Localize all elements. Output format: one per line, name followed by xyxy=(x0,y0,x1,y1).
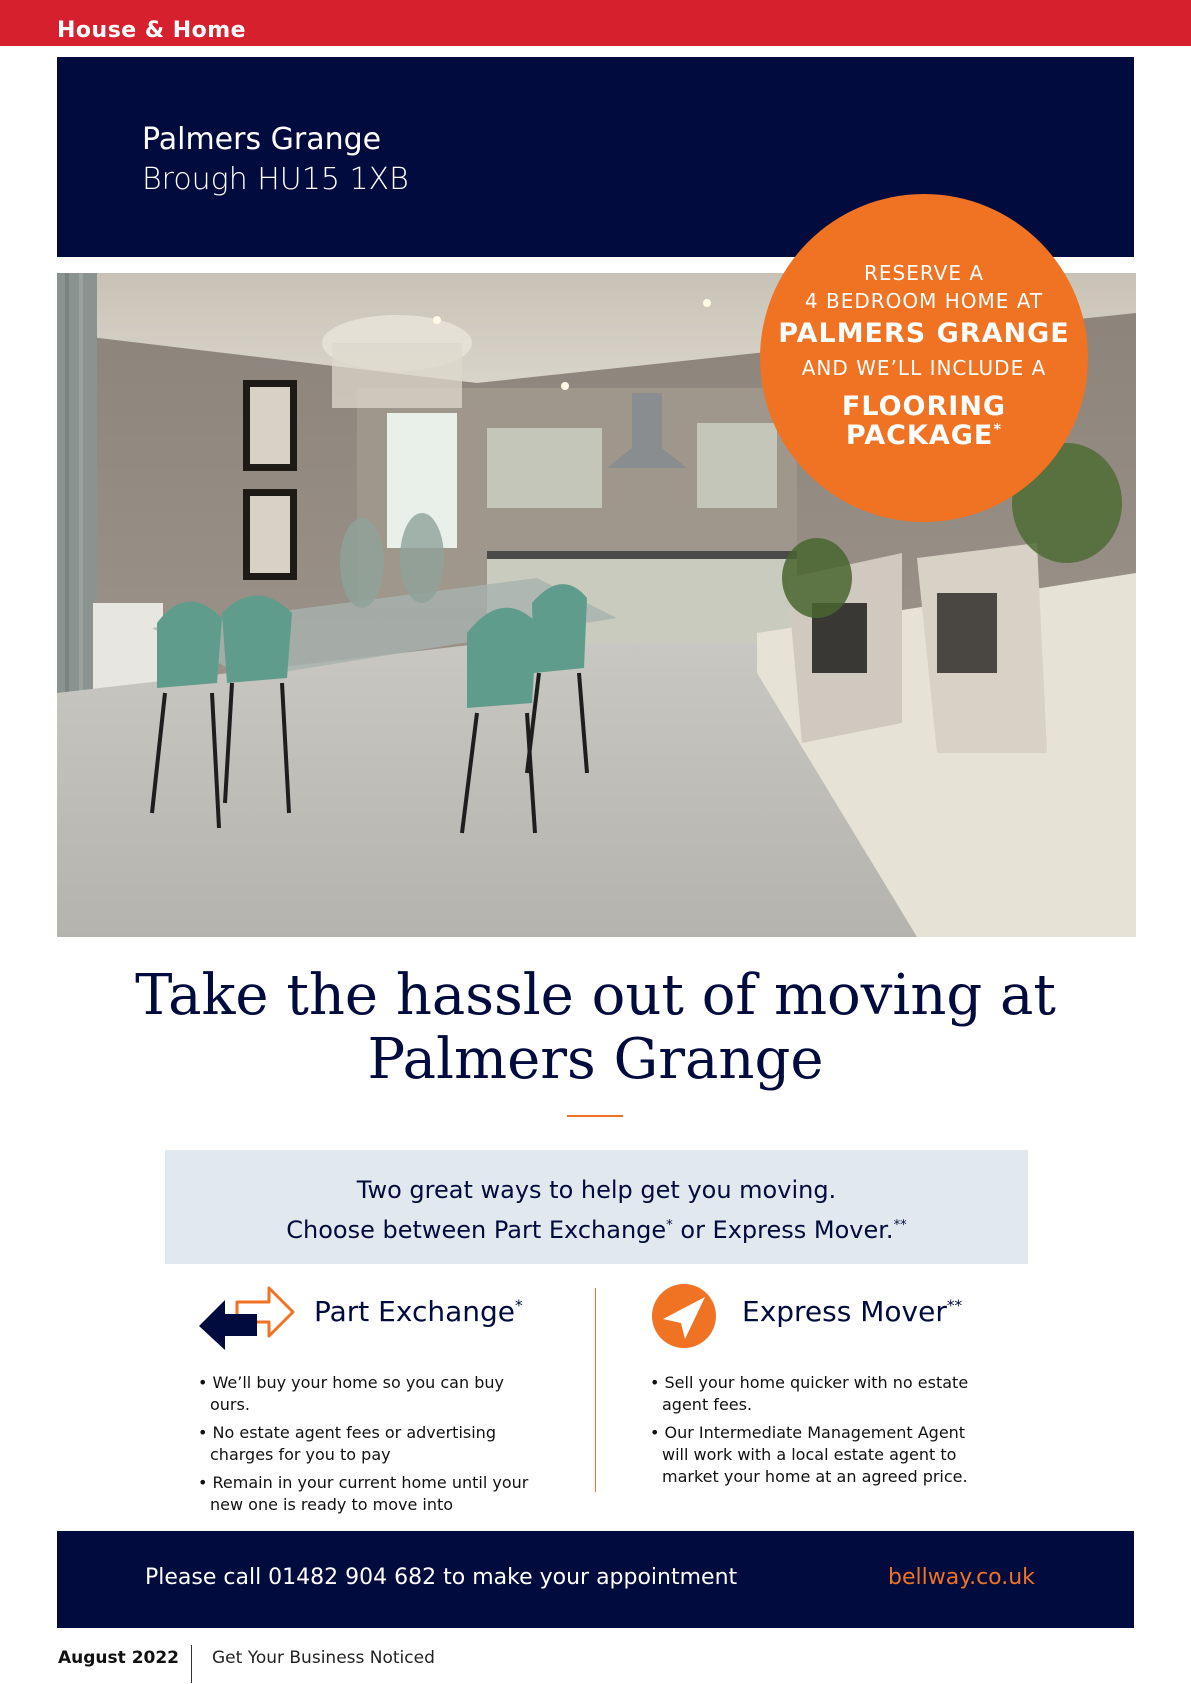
express-mover-icon xyxy=(651,1283,717,1354)
part-exchange-icon xyxy=(197,1284,297,1357)
development-address: Brough HU15 1XB xyxy=(142,162,409,197)
offer-line-6 xyxy=(760,420,1088,451)
express-mover-title-text: Express Mover xyxy=(742,1295,947,1328)
part-exchange-bullets xyxy=(198,1372,538,1522)
headline xyxy=(0,964,1191,1092)
offer-footnote-mark: * xyxy=(993,420,1003,438)
offer-line-2: 4 BEDROOM HOME AT xyxy=(804,289,1044,313)
intro-panel xyxy=(165,1150,1028,1264)
offer-line-4: AND WE’LL INCLUDE A xyxy=(801,356,1047,380)
express-mover-bullet: • Sell your home quicker with no estate agent fees. xyxy=(650,1373,969,1414)
headline-line-1: Take the hassle out of moving at xyxy=(135,963,1056,1028)
development-name: Palmers Grange xyxy=(142,122,382,157)
part-exchange-bullet: • No estate agent fees or advertising charges for you to pay xyxy=(198,1423,496,1464)
footer-separator xyxy=(191,1645,192,1683)
offer-badge xyxy=(760,194,1088,522)
express-mover-bullet: • Our Intermediate Management Agent will work with a local estate agent to market your home at an agreed price. xyxy=(650,1423,968,1486)
intro-line-2b: or Express Mover. xyxy=(672,1216,894,1244)
intro-mark-1: * xyxy=(666,1218,673,1233)
issue-date: August 2022 xyxy=(58,1648,180,1668)
express-mover-mark: ** xyxy=(946,1296,963,1315)
headline-divider xyxy=(567,1115,623,1117)
part-exchange-title xyxy=(314,1295,523,1328)
offer-line-6-text: PACKAGE xyxy=(845,420,994,451)
intro-line-2 xyxy=(165,1208,1028,1248)
part-exchange-bullet: • We’ll buy your home so you can buy ours. xyxy=(198,1373,504,1414)
website-link[interactable]: bellway.co.uk xyxy=(888,1565,1035,1590)
part-exchange-mark: * xyxy=(515,1296,523,1315)
column-divider xyxy=(595,1288,596,1492)
call-to-action: Please call 01482 904 682 to make your appointment xyxy=(145,1565,738,1590)
offer-line-1: RESERVE A xyxy=(863,261,985,285)
offer-line-5: FLOORING xyxy=(841,391,1007,422)
intro-mark-2: ** xyxy=(893,1218,907,1233)
part-exchange-bullet: • Remain in your current home until your new one is ready to move into xyxy=(198,1473,529,1514)
headline-line-2: Palmers Grange xyxy=(367,1027,824,1092)
offer-line-3: PALMERS GRANGE xyxy=(778,318,1070,349)
section-label: House & Home xyxy=(57,18,247,43)
part-exchange-title-text: Part Exchange xyxy=(314,1295,515,1328)
intro-line-1: Two great ways to help get you moving. xyxy=(356,1176,837,1204)
magazine-tagline: Get Your Business Noticed xyxy=(212,1648,435,1668)
express-mover-bullets xyxy=(650,1372,990,1494)
intro-line-2a: Choose between Part Exchange xyxy=(286,1216,667,1244)
express-mover-title xyxy=(742,1295,962,1328)
